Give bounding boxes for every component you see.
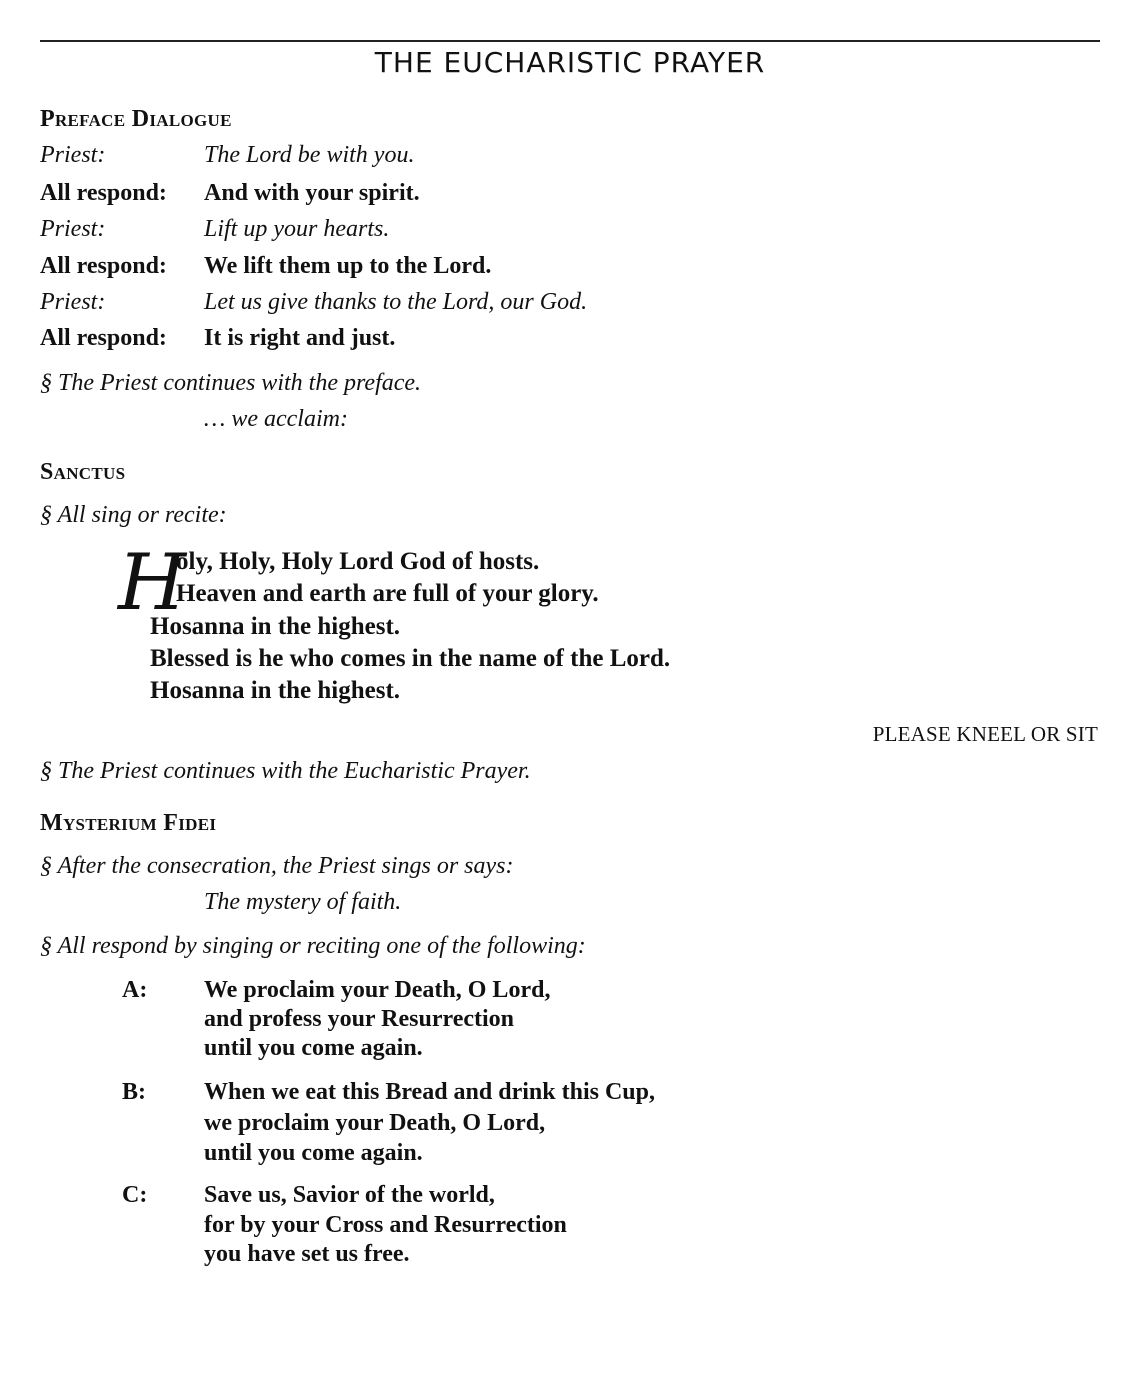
- option-line: you have set us free.: [204, 1241, 410, 1267]
- sanctus-rubric: § All sing or recite:: [40, 502, 227, 528]
- option-line: we proclaim your Death, O Lord,: [204, 1110, 546, 1136]
- dialogue-text: And with your spirit.: [204, 180, 420, 206]
- option-line: and profess your Resurrection: [204, 1006, 515, 1032]
- sanctus-heading: Sanctus: [40, 459, 126, 485]
- option-line: for by your Cross and Resurrection: [204, 1212, 567, 1238]
- sanctus-line: Hosanna in the highest.: [150, 613, 401, 640]
- sanctus-line: oly, Holy, Holy Lord God of hosts.: [176, 548, 540, 575]
- acclaim-text: … we acclaim:: [204, 406, 348, 432]
- dialogue-text: Let us give thanks to the Lord, our God.: [204, 289, 588, 315]
- dialogue-text: We lift them up to the Lord.: [204, 253, 492, 279]
- preface-rubric: § The Priest continues with the preface.: [40, 370, 422, 396]
- dialogue-speaker: All respond:: [40, 253, 167, 279]
- dialogue-speaker: Priest:: [40, 142, 106, 168]
- eucharistic-rubric: § The Priest continues with the Eucharistic Prayer.: [40, 758, 531, 784]
- priest-line: The mystery of faith.: [204, 889, 402, 915]
- respond-rubric: § All respond by singing or reciting one of the following:: [40, 933, 586, 959]
- dialogue-speaker: Priest:: [40, 289, 106, 315]
- sanctus-line: Heaven and earth are full of your glory.: [176, 580, 599, 607]
- option-line: until you come again.: [204, 1140, 423, 1166]
- option-letter: B:: [122, 1079, 146, 1105]
- top-rule: [40, 40, 1100, 42]
- option-letter: A:: [122, 977, 148, 1003]
- dialogue-speaker: All respond:: [40, 325, 167, 351]
- preface-heading: Preface Dialogue: [40, 106, 232, 132]
- consecration-rubric: § After the consecration, the Priest sings or says:: [40, 853, 514, 879]
- option-letter: C:: [122, 1182, 148, 1208]
- option-line: until you come again.: [204, 1035, 423, 1061]
- page-title: THE EUCHARISTIC PRAYER: [374, 46, 766, 79]
- option-line: We proclaim your Death, O Lord,: [204, 977, 551, 1003]
- dialogue-speaker: All respond:: [40, 180, 167, 206]
- posture-instruction: PLEASE KNEEL OR SIT: [872, 722, 1098, 746]
- dialogue-text: It is right and just.: [204, 325, 396, 351]
- dialogue-text: The Lord be with you.: [204, 142, 415, 168]
- sanctus-line: Blessed is he who comes in the name of the Lord.: [150, 645, 671, 672]
- drop-cap: H: [118, 538, 187, 628]
- mysterium-heading: Mysterium Fidei: [40, 810, 217, 836]
- sanctus-line: Hosanna in the highest.: [150, 677, 401, 704]
- dialogue-text: Lift up your hearts.: [204, 216, 390, 242]
- option-line: When we eat this Bread and drink this Cup,: [204, 1079, 655, 1105]
- option-line: Save us, Savior of the world,: [204, 1182, 495, 1208]
- dialogue-speaker: Priest:: [40, 216, 106, 242]
